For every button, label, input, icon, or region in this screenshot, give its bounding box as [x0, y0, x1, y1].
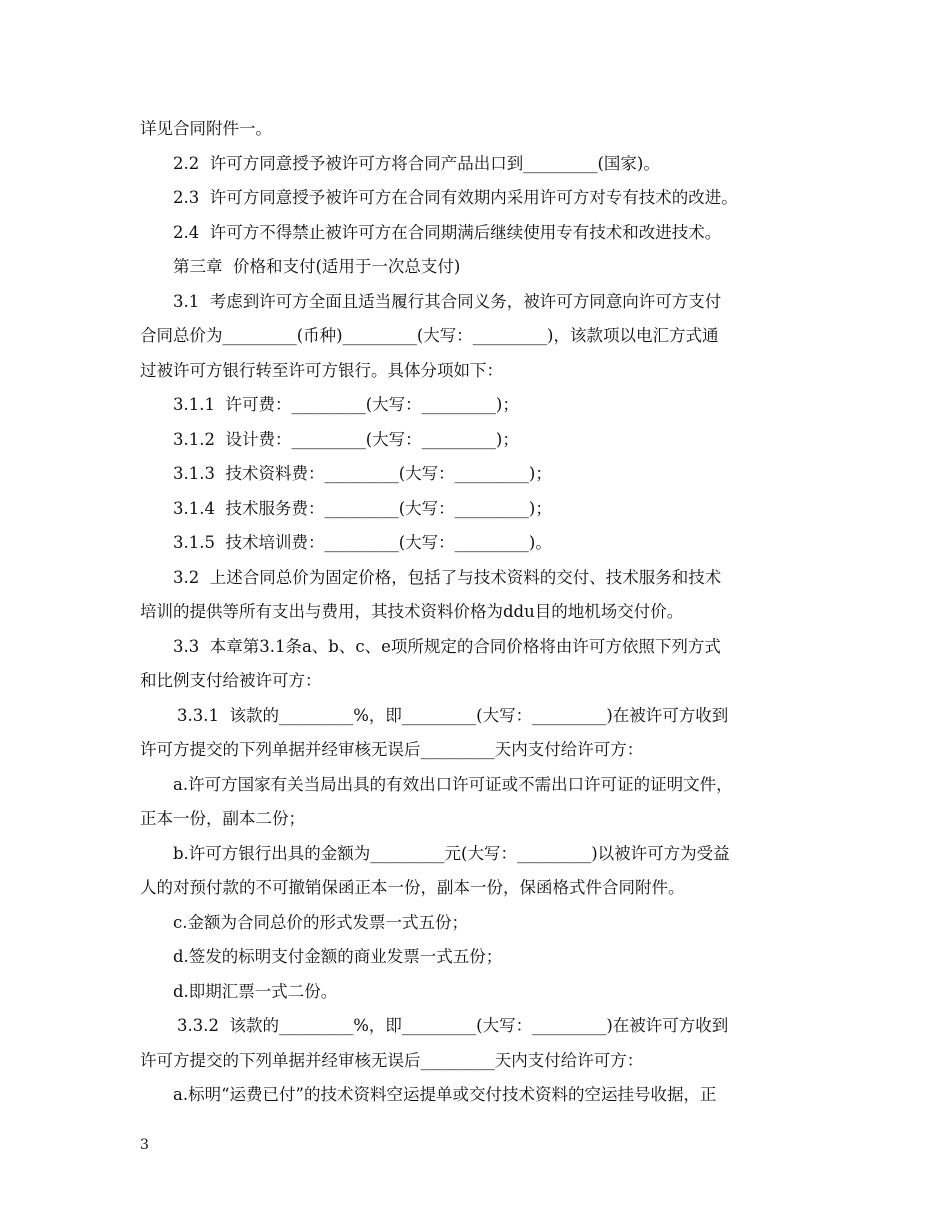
clause-2-3: 2.3 许可方同意授予被许可方在合同有效期内采用许可方对专有技术的改进。	[173, 188, 738, 207]
paragraph-line: 过被许可方银行转至许可方银行。具体分项如下：	[140, 360, 503, 380]
paragraph-line: 人的对预付款的不可撤销保函正本一份，副本一份，保函格式件合同附件。	[140, 878, 685, 897]
list-item-c: c.金额为合同总价的形式发票一式五份；	[173, 912, 468, 932]
clause-3-1-2: 3.1.2 设计费：_________(大写：_________)；	[173, 429, 519, 449]
list-item-d: d.即期汇票一式二份。	[173, 981, 338, 1001]
clause-2-2: 2.2 许可方同意授予被许可方将合同产品出口到_________(国家)。	[173, 153, 660, 173]
clause-3-3-2: 3.3.2 该款的_________%，即_________(大写：_________)在被许可方收到	[177, 1016, 729, 1035]
paragraph-line: 许可方提交的下列单据并经审核无误后_________天内支付给许可方：	[140, 1050, 644, 1070]
clause-3-1: 3.1 考虑到许可方全面且适当履行其合同义务，被许可方同意向许可方支付	[173, 291, 722, 311]
paragraph-line: 合同总价为_________(币种)_________(大写：_________)，该款项以电汇方式通	[140, 326, 719, 345]
chapter-3-heading: 第三章 价格和支付(适用于一次总支付)	[173, 257, 461, 276]
paragraph-line: 详见合同附件一。	[140, 119, 272, 138]
clause-3-3: 3.3 本章第3.1条a、b、c、e项所规定的合同价格将由许可方依照下列方式	[173, 636, 721, 656]
list-item-a: a.标明“运费已付”的技术资料空运提单或交付技术资料的空运挂号收据，正	[173, 1085, 717, 1104]
paragraph-line: 培训的提供等所有支出与费用，其技术资料价格为ddu目的地机场交付价。	[140, 602, 684, 621]
page-number: 3	[140, 1137, 149, 1153]
paragraph-line: 许可方提交的下列单据并经审核无误后_________天内支付给许可方：	[140, 740, 644, 759]
paragraph-line: 正本一份，副本二份；	[140, 809, 305, 828]
clause-3-1-4: 3.1.4 技术服务费：_________(大写：_________)；	[173, 498, 552, 518]
list-item-a: a.许可方国家有关当局出具的有效出口许可证或不需出口许可证的证明文件，	[173, 774, 733, 794]
clause-3-2: 3.2 上述合同总价为固定价格，包括了与技术资料的交付、技术服务和技术	[173, 567, 722, 587]
clause-3-3-1: 3.3.1 该款的_________%，即_________(大写：_________)在被许可方收到	[177, 705, 729, 725]
paragraph-line: 和比例支付给被许可方：	[140, 671, 322, 690]
list-item-b: b.许可方银行出具的金额为_________元(大写：_________)以被许可方为受益	[173, 843, 730, 863]
document-body	[140, 112, 814, 1113]
clause-3-1-1: 3.1.1 许可费：_________(大写：_________)；	[173, 395, 519, 414]
clause-3-1-3: 3.1.3 技术资料费：_________(大写：_________)；	[173, 464, 552, 483]
clause-3-1-5: 3.1.5 技术培训费：_________(大写：_________)。	[173, 533, 552, 552]
clause-2-4: 2.4 许可方不得禁止被许可方在合同期满后继续使用专有技术和改进技术。	[173, 222, 722, 242]
list-item-d: d.签发的标明支付金额的商业发票一式五份；	[173, 947, 503, 966]
